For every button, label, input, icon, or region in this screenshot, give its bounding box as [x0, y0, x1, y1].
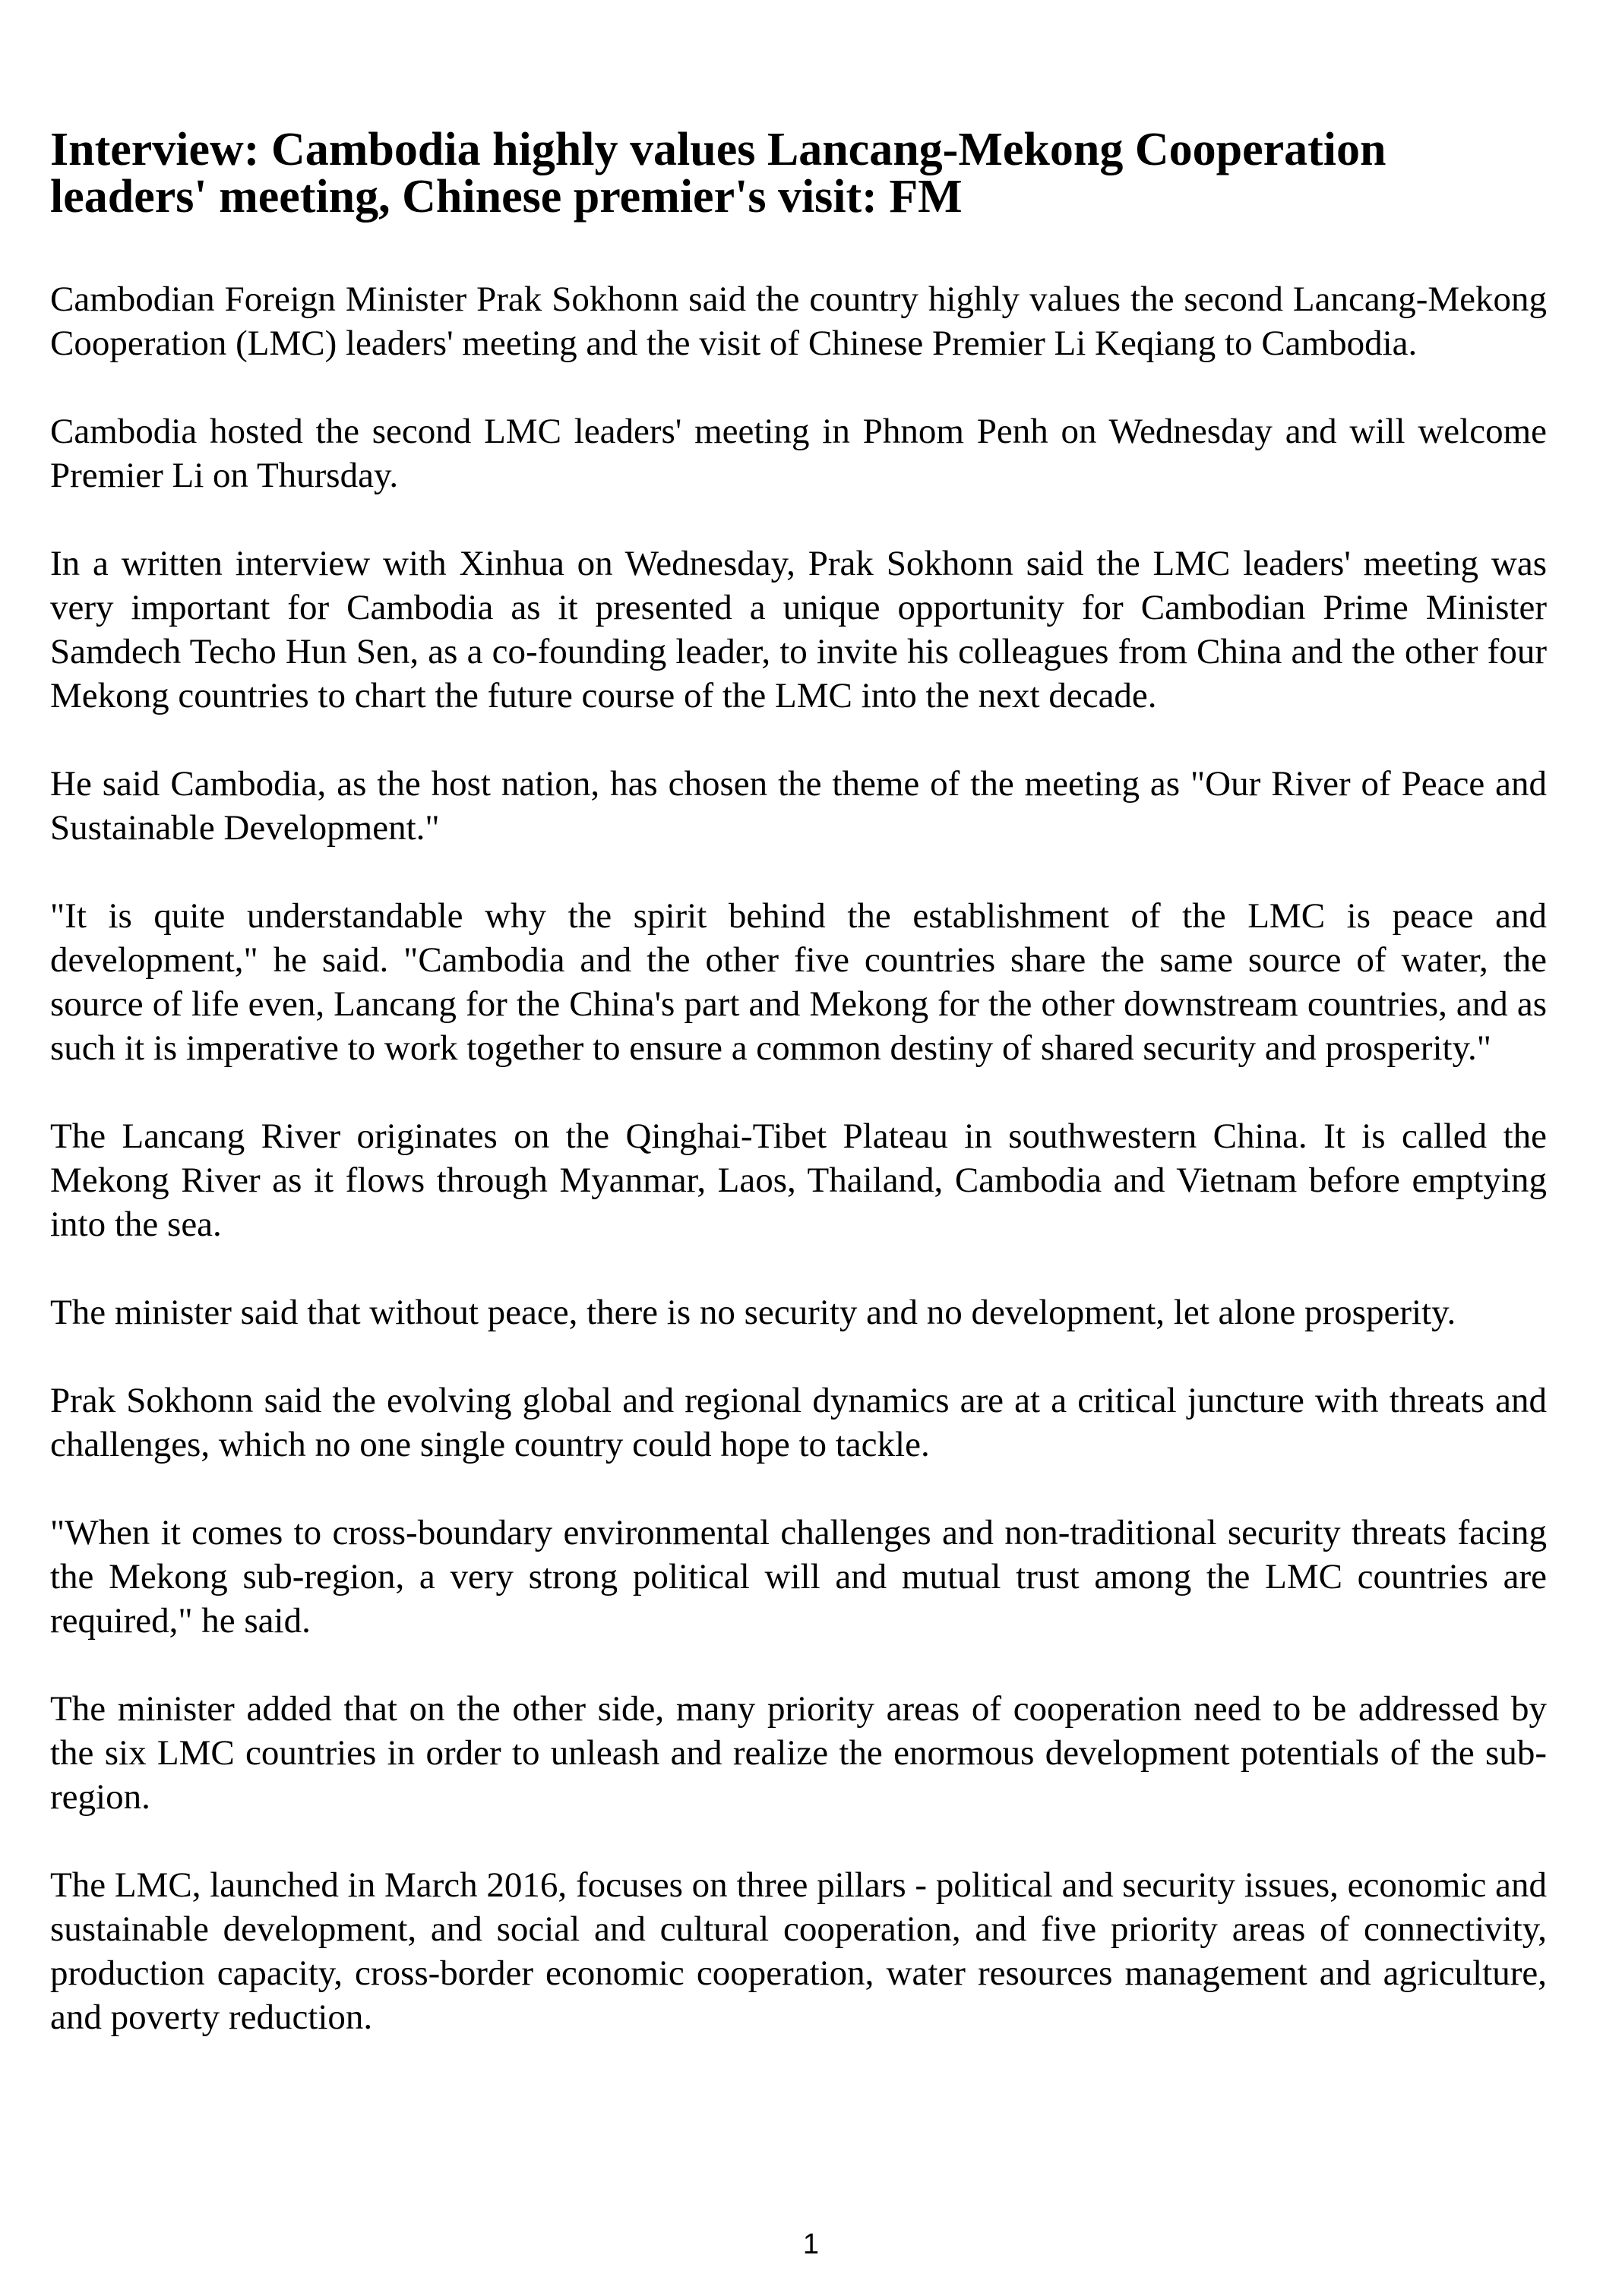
paragraph-10: The minister added that on the other side, many priority areas of cooperation need to be addressed by the six LMC countries in order to unleash and realize the enormous development potentials of the sub-region.	[50, 1689, 1547, 1817]
page-number: 1	[802, 2228, 820, 2260]
paragraph-6: The Lancang River originates on the Qinghai-Tibet Plateau in southwestern China. It is called the Mekong River as it flows through Myanmar, Laos, Thailand, Cambodia and Vietnam before emptying into the sea.	[50, 1116, 1547, 1244]
paragraph-11: The LMC, launched in March 2016, focuses on three pillars - political and security issues, economic and sustainable development, and social and cultural cooperation, and five priority areas of connectivity, production capacity, cross-border economic cooperation, water resources management and agriculture, and poverty reduction.	[50, 1865, 1547, 2037]
paragraph-2: Cambodia hosted the second LMC leaders' meeting in Phnom Penh on Wednesday and will welcome Premier Li on Thursday.	[50, 412, 1547, 495]
paragraph-5: "It is quite understandable why the spirit behind the establishment of the LMC is peace and development," he said. "Cambodia and the other five countries share the same source of water, the source of life even, Lancang for the China's part and Mekong for the other downstream countries, and as such it is imperative to work together to ensure a common destiny of shared security and prosperity."	[50, 896, 1547, 1068]
article-body	[50, 126, 1547, 2083]
paragraph-9: "When it comes to cross-boundary environmental challenges and non-traditional security threats facing the Mekong sub-region, a very strong political will and mutual trust among the LMC countries are required," he said.	[50, 1513, 1547, 1641]
paragraph-4: He said Cambodia, as the host nation, has chosen the theme of the meeting as "Our River of Peace and Sustainable Development."	[50, 764, 1547, 848]
paragraph-1: Cambodian Foreign Minister Prak Sokhonn said the country highly values the second Lancang-Mekong Cooperation (LMC) leaders' meeting and the visit of Chinese Premier Li Keqiang to Cambodia.	[50, 279, 1547, 363]
paragraph-3: In a written interview with Xinhua on Wednesday, Prak Sokhonn said the LMC leaders' meeting was very important for Cambodia as it presented a unique opportunity for Cambodian Prime Minister Samdech Techo Hun Sen, as a co-founding leader, to invite his colleagues from China and the other four Mekong countries to chart the future course of the LMC into the next decade.	[50, 544, 1547, 715]
paragraph-7: The minister said that without peace, there is no security and no development, let alone prosperity.	[50, 1293, 1456, 1332]
paragraph-8: Prak Sokhonn said the evolving global and regional dynamics are at a critical juncture with threats and challenges, which no one single country could hope to tackle.	[50, 1381, 1547, 1464]
article-title: Interview: Cambodia highly values Lancang-Mekong Cooperation leaders' meeting, Chinese premier's visit: FM	[50, 124, 1386, 223]
